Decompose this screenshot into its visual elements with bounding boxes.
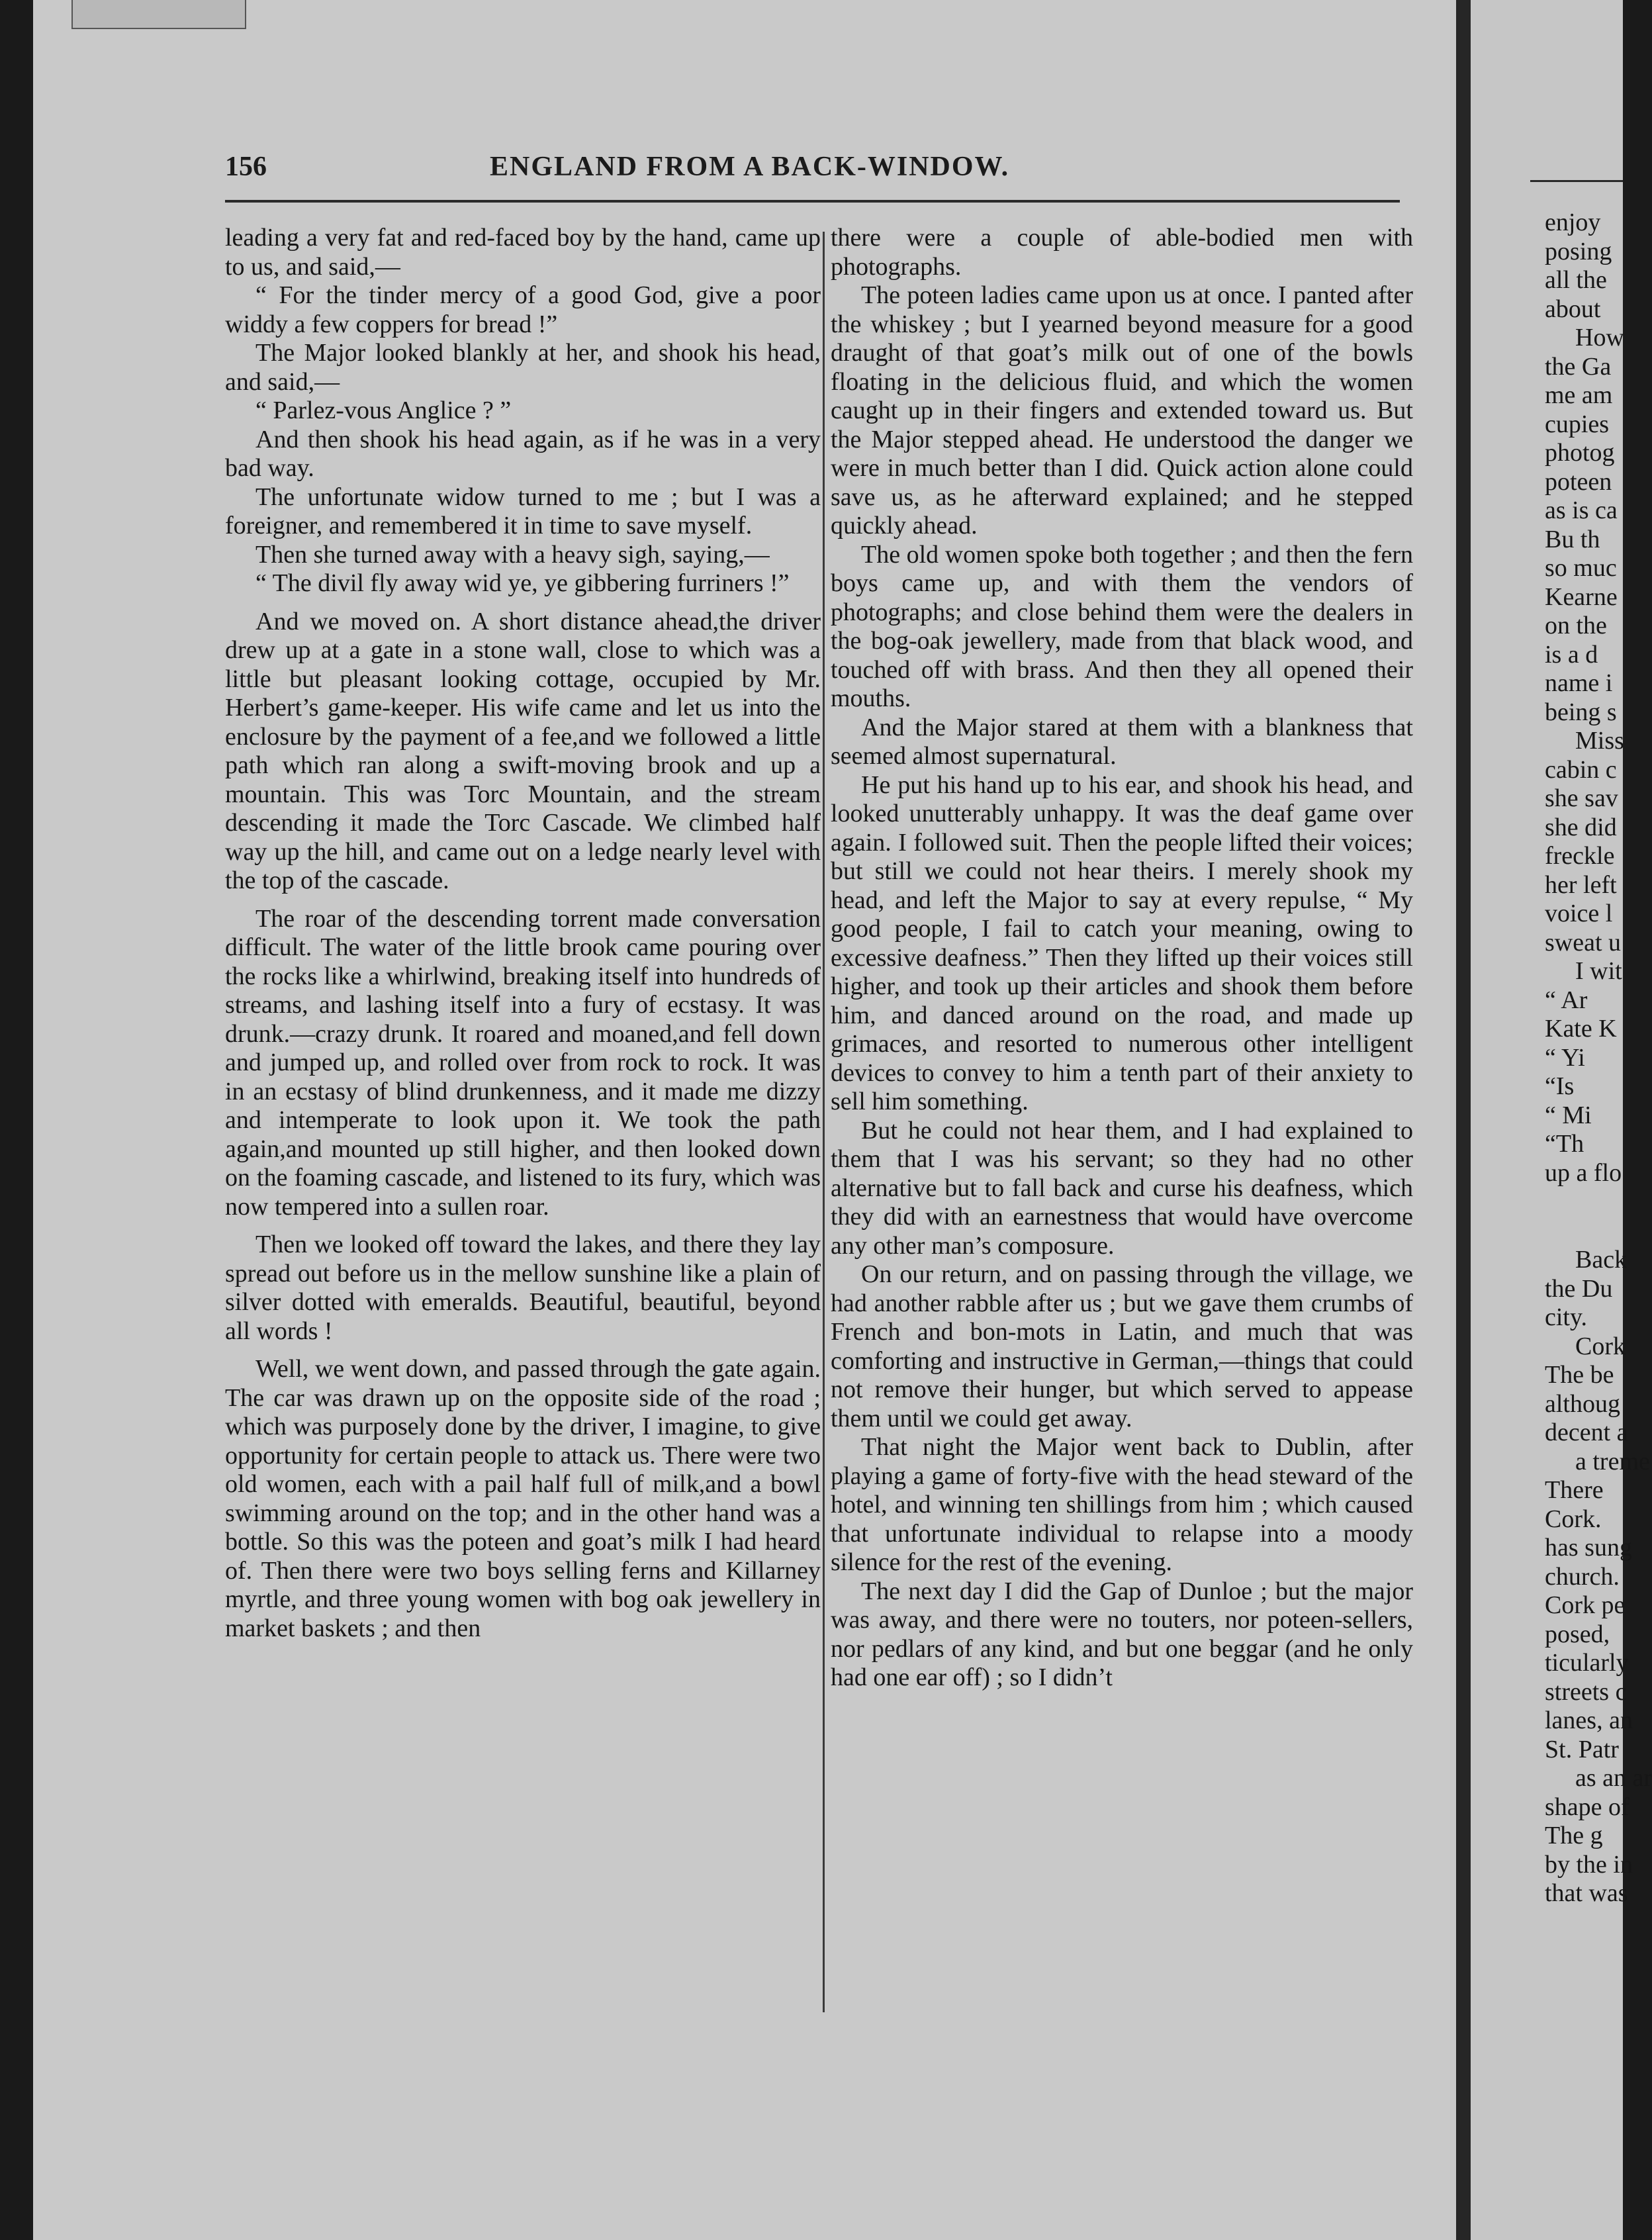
facing-line: enjoy — [1545, 209, 1601, 236]
paragraph: Then she turned away with a heavy sigh, saying,— — [255, 540, 770, 569]
facing-line: decent a — [1545, 1419, 1628, 1446]
paragraph: “ The divil fly away wid ye, ye gibbering furriners !” — [255, 569, 790, 597]
facing-line: “ Mi — [1545, 1101, 1592, 1129]
facing-line: althoug — [1545, 1389, 1620, 1418]
facing-line: “Is — [1545, 1072, 1575, 1100]
paragraph: On our return, and on passing through the village, we had another rabble after us ; but we gave them crumbs of French and bon-mots in Latin, and much that was comforting and instructive in German,—things that could not remove their hunger, but which served to appease them until we could get away. — [831, 1260, 1413, 1432]
page-header — [225, 151, 1403, 191]
facing-line: Cork — [1575, 1332, 1626, 1360]
paragraph: Then we looked off toward the lakes, and there they lay spread out before us in the mellow sunshine like a plain of silver dotted with emeralds. Beautiful, beautiful, beyond all words ! — [225, 1231, 821, 1345]
paragraph: The unfortunate widow turned to me ; but I was a foreigner, and remembered it in time to save myself. — [225, 483, 821, 539]
facing-line: me am — [1545, 381, 1613, 409]
paragraph: The poteen ladies came upon us at once. I panted after the whiskey ; but I yearned beyond measure for a good draught of that goat’s milk out of one of the bowls floating in the delicious fluid, and which the women caught up in their fingers and extended toward us. But the Major stepped ahead. He understood the danger we were in much better than I did. Quick action alone could save us, as he afterward explained; and he stepped quickly ahead. — [831, 281, 1413, 539]
facing-line: voice l — [1545, 900, 1613, 927]
facing-line: is a d — [1545, 640, 1598, 669]
facing-line: “ Yi — [1545, 1043, 1585, 1072]
facing-line: as is ca — [1545, 496, 1618, 524]
header-rule — [225, 200, 1400, 203]
paragraph: And we moved on. A short distance ahead,the driver drew up at a gate in a stone wall, close to which was a little but pleasant looking cottage, occupied by Mr. Herbert’s game-keeper. His wife came and let us into the enclosure by the payment of a fee,and we followed a little path which ran along a swift-moving brook and up a mountain. This was Torc Mountain, and the stream descending it made the Torc Cascade. We climbed half way up the hill, and came out on a ledge nearly level with the top of the cascade. — [225, 607, 821, 894]
facing-line: she did — [1545, 813, 1617, 841]
facing-line: her left — [1545, 870, 1617, 899]
text-column-right — [831, 224, 1413, 1693]
paragraph: The next day I did the Gap of Dunloe ; but the major was away, and there were no touters, nor poteen-sellers, nor pedlars of any kind, and but one beggar (and he only had one ear off) ; so I didn’t — [831, 1577, 1413, 1691]
facing-line: cabin c — [1545, 755, 1617, 784]
facing-line: Back — [1575, 1246, 1628, 1274]
paragraph: “ For the tinder mercy of a good God, give a poor widdy a few coppers for bread !” — [225, 281, 821, 338]
facing-line: “Th — [1545, 1130, 1584, 1158]
paragraph: Well, we went down, and passed through the gate again. The car was drawn up on the opposite side of the road ; which was purposely done by the driver, I imagine, to give opportunity for certain people to attack us. There were two old women, each with a pail half full of milk,and a bowl swimming around on the top; and in the other hand was a bottle. So this was the poteen and goat’s milk I had heard of. Then there were two boys selling ferns and Killarney myrtle, and three young women with bog oak jewellery in market baskets ; and then — [225, 1355, 821, 1642]
facing-line: Bu th — [1545, 525, 1600, 553]
facing-line: that was — [1545, 1879, 1628, 1907]
facing-line: The g — [1545, 1822, 1603, 1849]
facing-line: has sung — [1545, 1534, 1632, 1562]
column-divider — [823, 232, 825, 2012]
paragraph: The Major looked blankly at her, and shook his head, and said,— — [225, 339, 821, 396]
paragraph: The old women spoke both together ; and then the fern boys came up, and with them the vendors of photographs; and close behind them were the dealers in the bog-oak jewellery, made from that black wood, and touched off with brass. And then they all opened their mouths. — [831, 540, 1413, 712]
facing-line: name i — [1545, 669, 1613, 697]
facing-line: Cork. — [1545, 1505, 1602, 1533]
facing-line: so muc — [1545, 554, 1617, 582]
facing-line: she sav — [1545, 784, 1618, 812]
facing-line: city. — [1545, 1303, 1588, 1331]
facing-line: being s — [1545, 698, 1617, 726]
facing-page-text — [1545, 209, 1652, 1908]
facing-line: on the — [1545, 612, 1607, 639]
running-title: ENGLAND FROM A BACK-WINDOW. — [490, 152, 1010, 182]
facing-line: posed, — [1545, 1620, 1610, 1648]
facing-line: poteen — [1545, 467, 1612, 496]
facing-line: lanes, an — [1545, 1706, 1633, 1734]
facing-line: the Du — [1545, 1274, 1613, 1303]
book-page — [33, 0, 1463, 2240]
facing-line: The be — [1545, 1361, 1614, 1389]
facing-line: about — [1545, 295, 1601, 323]
text-column-left — [225, 224, 821, 1643]
facing-line: ticularly — [1545, 1649, 1629, 1677]
facing-line: How — [1575, 324, 1624, 351]
facing-line: church. — [1545, 1562, 1620, 1591]
page-number: 156 — [225, 152, 267, 182]
paragraph: But he could not hear them, and I had explained to them that I was his servant; so they had no other alternative but to fall back and curse his deafness, which they did with an earnestness that would have overcome any other man’s composure. — [831, 1116, 1413, 1260]
facing-line: the Ga — [1545, 352, 1612, 381]
facing-line: sweat u — [1545, 928, 1622, 957]
facing-line: Cork pe — [1545, 1591, 1626, 1619]
facing-line: all the — [1545, 266, 1607, 294]
facing-line: as an ar — [1575, 1764, 1652, 1792]
facing-line: streets c — [1545, 1677, 1627, 1706]
paragraph: The roar of the descending torrent made conversation difficult. The water of the little brook came pouring over the rocks like a whirlwind, breaking itself into hundreds of streams, and lashing itself into a fury of ecstasy. It was drunk.—crazy drunk. It roared and moaned,and fell down and jumped up, and rolled over from rock to rock. It was in an ecstasy of blind drunkenness, and it made me dizzy and intemperate to look upon it. We took the path again,and mounted up still higher, and then looked down on the foaming cascade, and listened to its fury, which was now tempered into a sullen roar. — [225, 904, 821, 1221]
paragraph: there were a couple of able-bodied men with photographs. — [831, 224, 1413, 281]
paragraph: He put his hand up to his ear, and shook his head, and looked unutterably unhappy. It was the deaf game over again. I followed suit. Then the people lifted their voices; but still we could not hear theirs. I merely shook my head, and left the Major to say at every repulse, “ My good people, I fail to catch your meaning, owing to excessive deafness.” Then they lifted up their voices still higher, and took up their articles and shook them before him, and danced around on the road, and made up grimaces, and resorted to numerous other intelligent devices to convey to him a tenth part of their anxiety to sell him something. — [831, 770, 1413, 1115]
facing-line: I wit — [1575, 957, 1622, 985]
facing-line: Kate K — [1545, 1015, 1617, 1043]
paragraph: That night the Major went back to Dublin, after playing a game of forty-five with the head steward of the hotel, and winning ten shillings from him ; which caused that unfortunate individual to relapse into a moody silence for the rest of the evening. — [831, 1433, 1413, 1576]
library-stamp — [71, 0, 246, 29]
page-gutter — [1456, 0, 1471, 2240]
facing-line: Miss — [1575, 727, 1624, 755]
facing-line: by the in — [1545, 1850, 1633, 1879]
facing-line: up a flo — [1545, 1158, 1622, 1187]
paragraph: leading a very fat and red-faced boy by the hand, came up to us, and said,— — [225, 224, 821, 281]
facing-line: “ Ar — [1545, 986, 1588, 1014]
facing-line: There — [1545, 1476, 1604, 1504]
facing-line: Kearne — [1545, 583, 1618, 611]
paragraph: And the Major stared at them with a blankness that seemed almost supernatural. — [831, 713, 1413, 770]
paragraph: “ Parlez-vous Anglice ? ” — [255, 397, 512, 424]
facing-line: photog — [1545, 439, 1615, 467]
facing-header-rule — [1530, 180, 1623, 182]
facing-page-fragment — [1471, 0, 1652, 2240]
facing-line: posing — [1545, 237, 1612, 265]
facing-line: St. Patr — [1545, 1735, 1619, 1763]
facing-line: shape of — [1545, 1793, 1629, 1821]
facing-line: freckle — [1545, 842, 1615, 870]
facing-line: a treme — [1575, 1447, 1650, 1475]
facing-line: cupies — [1545, 410, 1610, 438]
paragraph: And then shook his head again, as if he was in a very bad way. — [225, 425, 821, 482]
